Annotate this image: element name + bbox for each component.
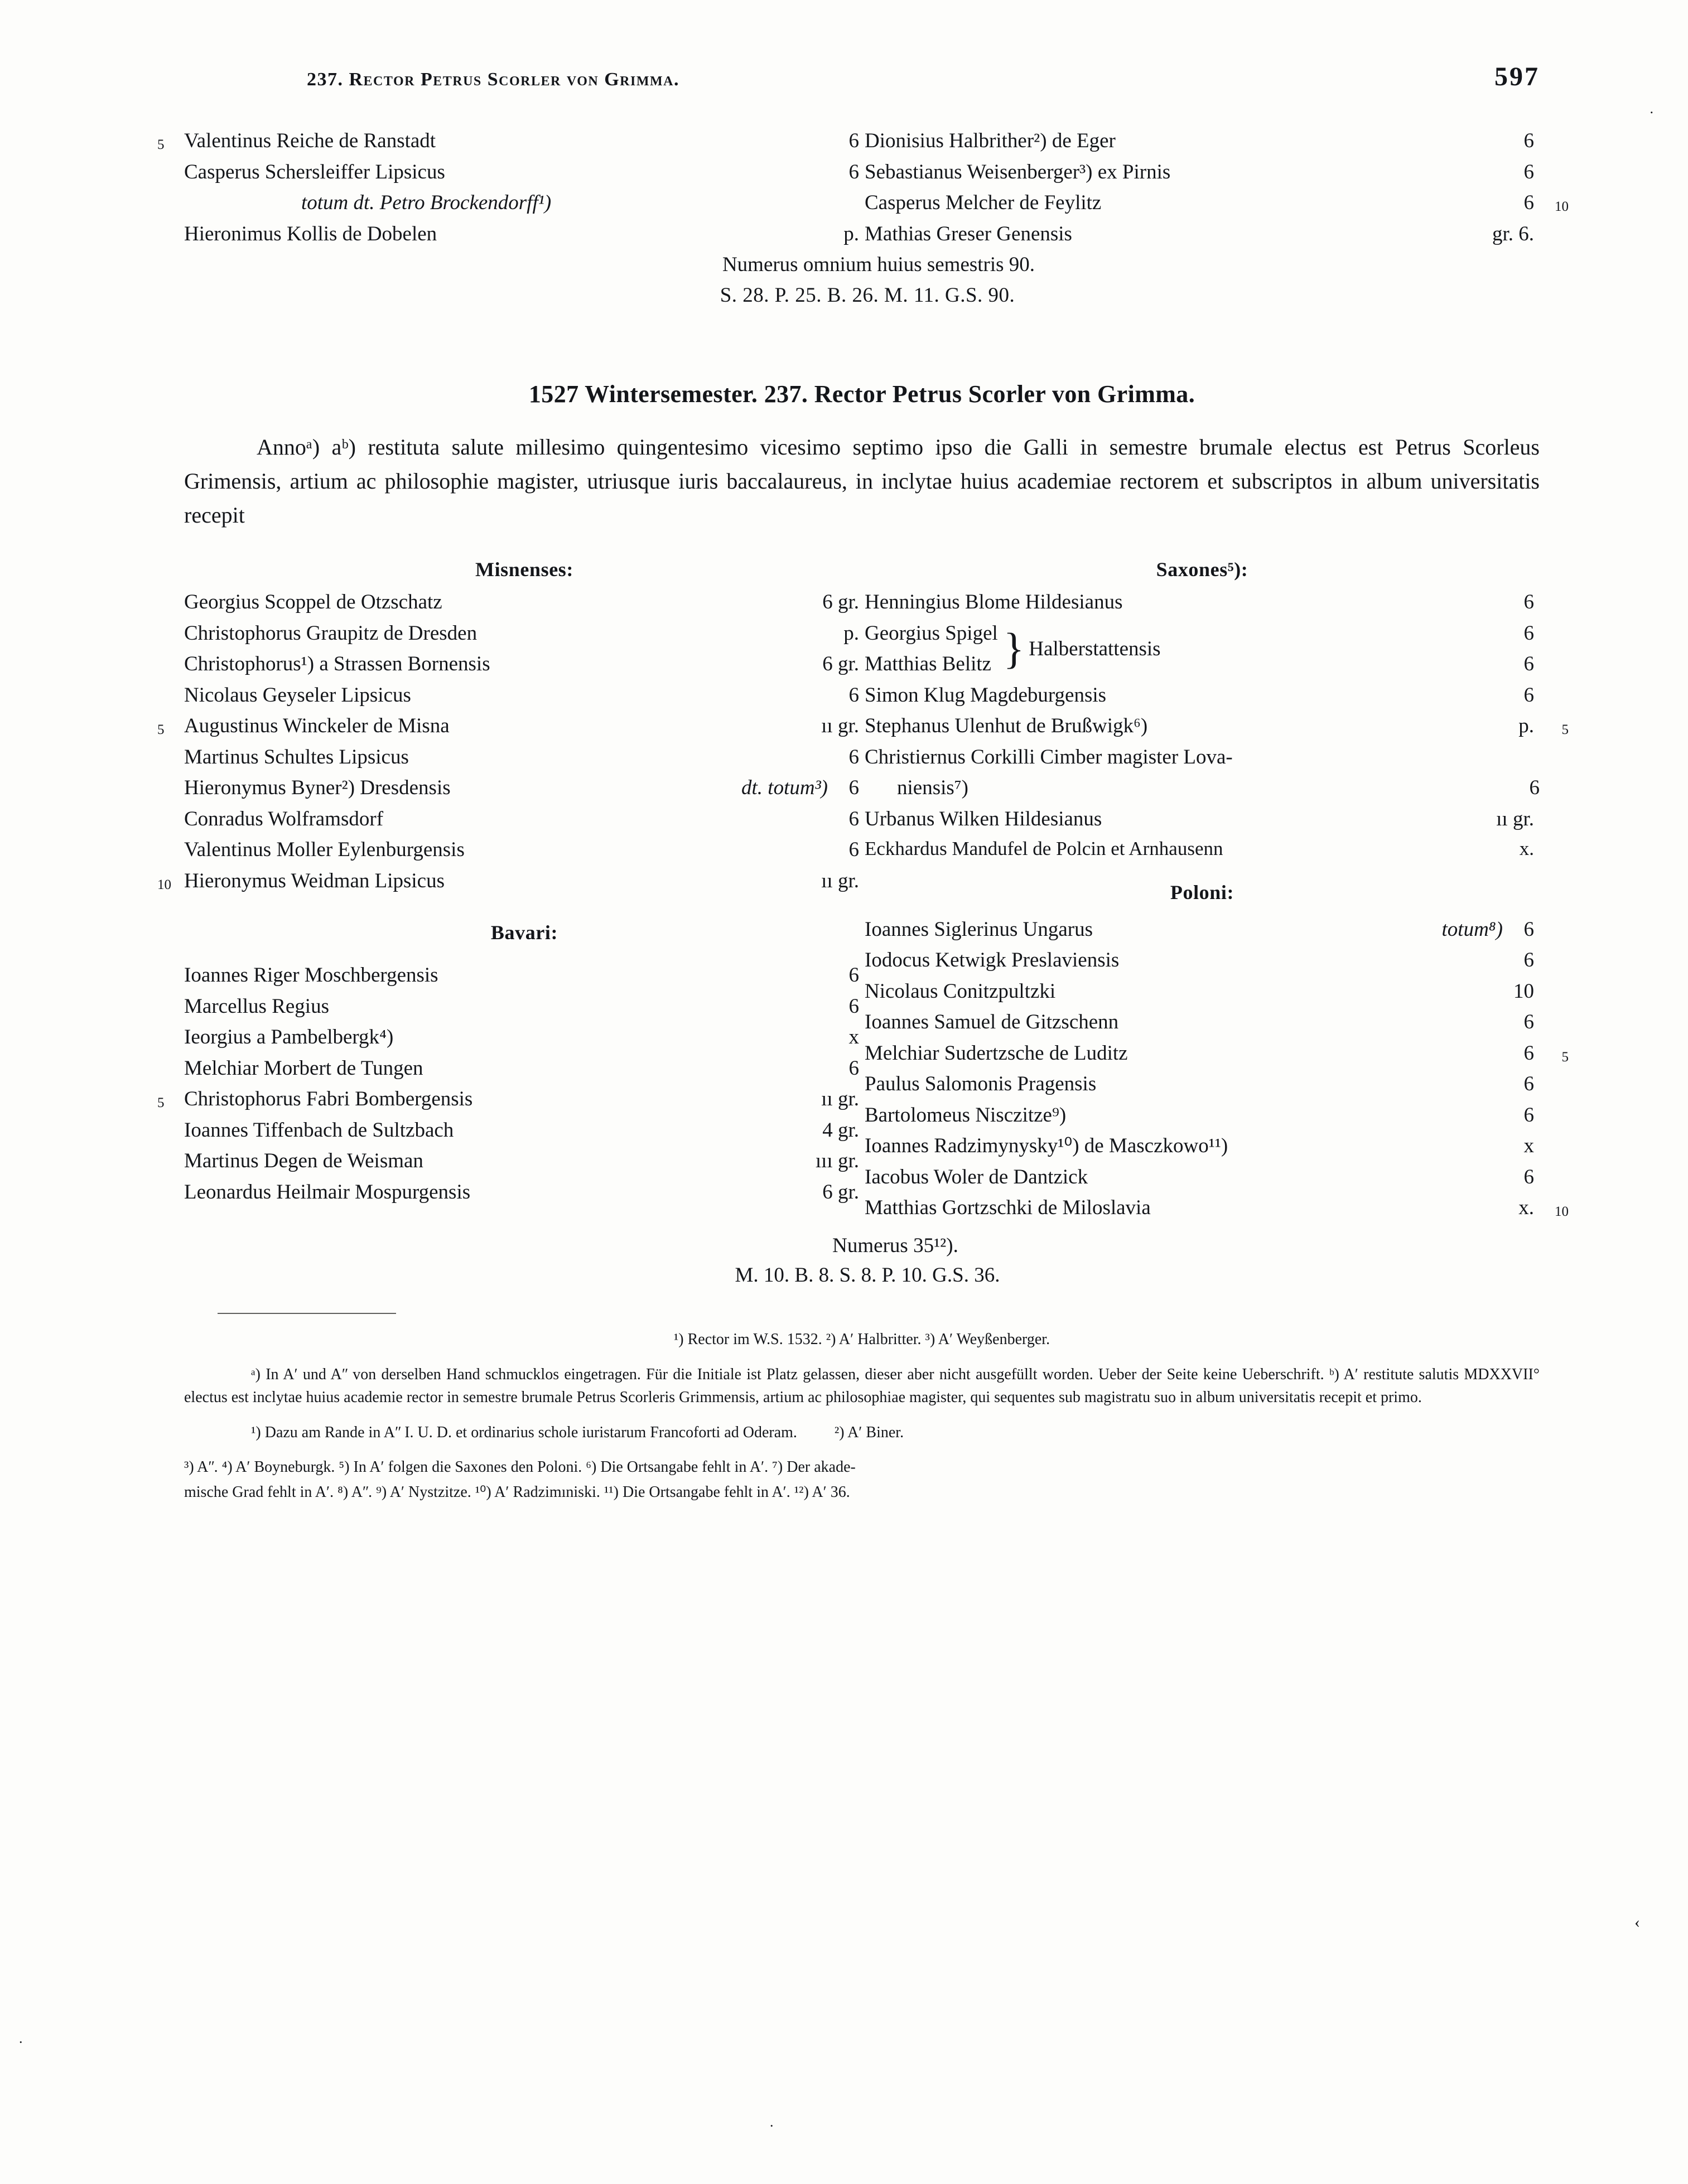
brace-place: Halberstattensis — [1029, 637, 1161, 660]
entry-name: Casperus Schersleiffer Lipsicus — [184, 160, 445, 183]
entry-note: totum⁸) — [1441, 917, 1503, 941]
entry-name: Georgius Spigel — [865, 621, 998, 645]
top-columns — [157, 125, 1569, 249]
nation-heading-poloni: Poloni: — [1170, 881, 1234, 903]
entry-name: Nicolaus Geyseler Lipsicus — [184, 683, 411, 707]
entry-fee: 6 — [848, 1056, 859, 1080]
list-item — [157, 1084, 865, 1115]
entry-name-continued: niensis⁷) — [897, 776, 969, 800]
register-column-right — [865, 558, 1569, 1224]
line-number: 5 — [157, 137, 165, 152]
entry-fee: 6 gr. — [822, 1180, 859, 1204]
list-item — [865, 1007, 1540, 1038]
entry-fee: 6 — [1523, 1041, 1534, 1065]
list-item — [157, 125, 865, 157]
entry-name: Valentinus Moller Eylenburgensis — [184, 838, 465, 862]
list-item — [865, 157, 1540, 188]
entry-fee: 6 — [848, 807, 859, 830]
scan-mark-tick: ‹ — [1634, 1913, 1640, 1931]
entry-name: Melchiar Sudertzsche de Luditz — [865, 1041, 1128, 1065]
entry-name: Urbanus Wilken Hildesianus — [865, 807, 1102, 830]
entry-fee: 6 — [848, 776, 859, 800]
entry-name: Eckhardus Mandufel de Polcin et Arnhausenn — [865, 838, 1223, 860]
entry-fee: p. — [843, 621, 859, 645]
entry-fee: 6 — [1529, 776, 1540, 800]
rector-paragraph: Annoᵃ) aᵇ) restituta salute millesimo quingentesimo vicesimo septimo ipso die Galli in semestre brumale electus est Petrus Scorleus Grimensis, artium ac philosophie magister, utriusque iuris baccalaureus, in inclytae huius academiae rectorem et subscriptos in album universitatis recepit — [184, 434, 1540, 528]
list-item — [865, 125, 1540, 157]
brace-fees — [1524, 618, 1535, 680]
list-item — [184, 804, 865, 835]
entry-name: Ioannes Samuel de Gitzschenn — [865, 1011, 1119, 1034]
page-content — [157, 61, 1569, 1516]
list-item — [184, 1177, 865, 1208]
entry-name: Simon Klug Magdeburgensis — [865, 683, 1107, 707]
list-item — [184, 680, 865, 711]
list-item — [184, 219, 865, 250]
entry-name: Leonardus Heilmair Mospurgensis — [184, 1180, 471, 1204]
entry-name: Sebastianus Weisenberger³) ex Pirnis — [865, 160, 1171, 183]
entry-fee: 6 — [1523, 1011, 1534, 1034]
list-item — [865, 680, 1540, 711]
top-column-left — [157, 125, 865, 249]
top-continuation-block — [157, 125, 1569, 307]
entry-fee: 6 — [848, 838, 859, 862]
entry-fee: 6 — [1523, 591, 1534, 614]
scan-mark-dot-left: . — [19, 2030, 23, 2046]
entry-name: Iodocus Ketwigk Preslaviensis — [865, 949, 1120, 972]
entry-fee: 6 — [1523, 949, 1534, 972]
entry-fee: 6 — [1523, 160, 1534, 183]
entry-name: Dionisius Halbrither²) de Eger — [865, 129, 1116, 152]
entry-name: Christophorus Fabri Bombergensis — [184, 1088, 473, 1111]
entry-name: Melchiar Morbert de Tungen — [184, 1056, 423, 1080]
entry-name: Bartolomeus Nisczitze⁹) — [865, 1103, 1067, 1127]
list-item — [184, 187, 865, 219]
numerus-line: Numerus omnium huius semestris 90. — [722, 253, 1035, 276]
list-item — [865, 219, 1540, 250]
footnote-block-b-first — [184, 1422, 1540, 1444]
entry-fee: ıı gr. — [1496, 807, 1534, 830]
list-item — [865, 1069, 1540, 1100]
entry-fee: 6 — [1523, 129, 1534, 152]
running-head-title: 237. Rector Petrus Scorler von Grimma. — [307, 69, 679, 90]
line-number: 5 — [157, 1095, 165, 1111]
entry-fee: 6 — [848, 964, 859, 987]
entry-name: Hieronimus Kollis de Dobelen — [184, 222, 437, 245]
footnote-block-b-third: mische Grad fehlt in Aʹ. ⁸) Aʺ. ⁹) Aʹ Nystzitze. ¹⁰) Aʹ Radzimıniski. ¹¹) Die Ortsangabe fehlt in Aʹ. ¹²) Aʹ 36. — [184, 1484, 850, 1501]
list-item — [865, 976, 1540, 1007]
section-heading: 1527 Wintersemester. 237. Rector Petrus Scorler von Grimma. — [528, 380, 1195, 408]
list-item — [865, 1130, 1540, 1162]
entry-note: dt. totum³) — [741, 776, 828, 800]
entry-name: Valentinus Reiche de Ranstadt — [184, 129, 436, 152]
entry-fee: ıı gr. — [821, 1088, 859, 1111]
brace-group-halberstattensis — [865, 618, 1540, 680]
entry-fee: ıı gr. — [821, 714, 859, 738]
entry-fee: 6 gr. — [822, 591, 859, 614]
scan-mark-dot-bottom: . — [770, 2114, 774, 2130]
list-item — [865, 1038, 1569, 1069]
list-item — [184, 834, 865, 866]
list-item — [865, 587, 1540, 618]
entry-name: Mathias Greser Genensis — [865, 222, 1072, 245]
list-item — [865, 1192, 1569, 1224]
entry-name: Georgius Scoppel de Otzschatz — [184, 591, 442, 614]
line-number: 10 — [157, 877, 171, 892]
numerus-total: Numerus 35¹²). — [832, 1234, 958, 1257]
list-item — [865, 1100, 1540, 1131]
entry-name: Henningius Blome Hildesianus — [865, 591, 1123, 614]
entry-fee: 6 — [1523, 1072, 1534, 1096]
list-item — [184, 649, 865, 680]
list-item — [865, 187, 1569, 219]
footnote-block-a: ᵃ) In Aʹ und Aʺ von derselben Hand schmucklos eingetragen. Für die Initiale ist Platz gelassen, dieser aber nicht ausgefüllt worden. Ueber der Seite keine Ueberschrift. ᵇ) Aʹ restitute salutis MDXXVII° electus est inclytae huius academie rector in semestre brumale Petrus Scorleris Grimmensis, artium ac philosophiae magister, qui sequentes sub magistratu suo in album universitatis recepit et primo. — [184, 1365, 1540, 1406]
entry-fee: 6 — [848, 160, 859, 183]
entry-name: Ioannes Siglerinus Ungarus — [865, 917, 1093, 941]
entry-fee: 6 — [848, 129, 859, 152]
list-item — [865, 914, 1540, 945]
list-item — [184, 772, 865, 804]
entry-fee: 6 — [1523, 917, 1534, 941]
entry-name: Ioannes Tiffenbach de Sultzbach — [184, 1118, 454, 1142]
list-item — [865, 742, 1540, 773]
entry-fee: 4 gr. — [822, 1118, 859, 1142]
footnote-block-b-second: ³) Aʺ. ⁴) Aʹ Boyneburgk. ⁵) In Aʹ folgen die Saxones den Poloni. ⁶) Die Ortsangabe fehlt in Aʹ. ⁷) Der akade- — [184, 1458, 856, 1476]
entry-name: Augustinus Winckeler de Misna — [184, 714, 450, 738]
list-item — [865, 711, 1569, 742]
list-item — [184, 742, 865, 773]
entry-name: Hieronymus Byner²) Dresdensis — [184, 776, 451, 800]
entry-name: Matthias Belitz — [865, 653, 992, 676]
list-item — [184, 1022, 865, 1053]
list-item — [157, 711, 865, 742]
register-column-left — [157, 558, 865, 1224]
list-item — [865, 1162, 1540, 1193]
list-item — [184, 1146, 865, 1177]
list-item — [865, 804, 1540, 835]
footnote-line-1: ¹) Rector im W.S. 1532. ²) Aʹ Halbritter. ³) Aʹ Weyßenberger. — [673, 1330, 1050, 1348]
entry-fee: p. — [843, 222, 859, 245]
footnote-rule — [218, 1313, 396, 1314]
entry-name: Casperus Melcher de Feylitz — [865, 191, 1102, 214]
list-item — [865, 945, 1540, 976]
entry-name: Ieorgius a Pambelbergk⁴) — [184, 1026, 394, 1049]
entry-name: Conradus Wolframsdorf — [184, 807, 384, 830]
footnote-b1-tail: ²) Aʹ Biner. — [834, 1423, 904, 1441]
entry-fee: 6 — [1523, 683, 1534, 707]
line-number: 5 — [157, 722, 165, 738]
entry-fee: x. — [1519, 838, 1534, 860]
entry-fee: 6 gr. — [822, 653, 859, 676]
footnote-b1-text: ¹) Dazu am Rande in Aʺ I. U. D. et ordinarius schole iuristarum Francoforti ad Oderam. — [251, 1423, 797, 1441]
entry-name: Martinus Schultes Lipsicus — [184, 745, 409, 769]
entry-fee: ııı gr. — [815, 1149, 859, 1173]
entry-name: Christophorus¹) a Strassen Bornensis — [184, 653, 490, 676]
running-head — [184, 61, 1540, 92]
list-item — [184, 618, 865, 649]
entry-fee: p. — [1518, 714, 1534, 738]
nation-totals: M. 10. B. 8. S. 8. P. 10. G.S. 36. — [735, 1263, 1000, 1287]
totals-line: S. 28. P. 25. B. 26. M. 11. G.S. 90. — [720, 284, 1015, 307]
entry-fee: 6 — [848, 745, 859, 769]
entry-name: Ioannes Radzimynysky¹⁰) de Masczkowo¹¹) — [865, 1134, 1228, 1158]
page-number: 597 — [1494, 62, 1540, 91]
entry-name: Ioannes Riger Moschbergensis — [184, 964, 438, 987]
entry-name: Iacobus Woler de Dantzick — [865, 1165, 1088, 1188]
brace-icon: } — [1003, 624, 1025, 673]
line-number: 10 — [1555, 1204, 1569, 1220]
entry-name: Stephanus Ulenhut de Brußwigk⁶) — [865, 714, 1148, 738]
list-item — [157, 866, 865, 897]
entry-name: totum dt. Petro Brockendorff¹) — [301, 191, 552, 214]
entry-fee: 6 — [1523, 1165, 1534, 1188]
entry-fee: 6 — [1523, 621, 1534, 645]
list-item — [184, 1053, 865, 1084]
entry-fee: 10 — [1513, 979, 1534, 1003]
brace-names — [865, 618, 998, 680]
entry-fee: x — [1523, 1134, 1534, 1158]
entry-fee: 6 — [848, 994, 859, 1018]
entry-name: Christophorus Graupitz de Dresden — [184, 621, 478, 645]
list-item — [184, 991, 865, 1022]
entry-fee: 6 — [848, 683, 859, 707]
entry-fee: gr. 6. — [1492, 222, 1534, 245]
entry-fee: ıı gr. — [821, 869, 859, 892]
list-item — [865, 834, 1540, 864]
entry-name: Christiernus Corkilli Cimber magister Lova- — [865, 745, 1233, 769]
entry-name: Hieronymus Weidman Lipsicus — [184, 869, 445, 892]
nation-heading-saxones: Saxones⁵): — [1156, 558, 1248, 581]
entry-name: Nicolaus Conitzpultzki — [865, 979, 1056, 1003]
line-number: 5 — [1561, 722, 1569, 738]
entry-fee: 6 — [1523, 191, 1534, 214]
entry-fee: 6 — [1523, 653, 1534, 676]
nation-heading-misnenses: Misnenses: — [475, 558, 573, 581]
entry-name: Matthias Gortzschki de Miloslavia — [865, 1196, 1151, 1220]
top-column-right — [865, 125, 1569, 249]
line-number: 5 — [1561, 1049, 1569, 1065]
entry-fee: x. — [1518, 1196, 1534, 1220]
entry-name: Martinus Degen de Weisman — [184, 1149, 423, 1173]
list-item — [184, 587, 865, 618]
scan-mark-dot-topright: . — [1650, 100, 1653, 117]
list-item — [184, 1115, 865, 1146]
line-number: 10 — [1555, 199, 1569, 214]
list-item — [184, 960, 865, 991]
entry-name: Paulus Salomonis Pragensis — [865, 1072, 1097, 1096]
list-item-continuation — [865, 772, 1540, 804]
register-columns — [157, 558, 1569, 1224]
list-item — [184, 157, 865, 188]
nation-heading-bavari: Bavari: — [490, 921, 558, 944]
entry-fee: x — [848, 1026, 859, 1049]
entry-name: Marcellus Regius — [184, 994, 329, 1018]
entry-fee: 6 — [1523, 1103, 1534, 1127]
